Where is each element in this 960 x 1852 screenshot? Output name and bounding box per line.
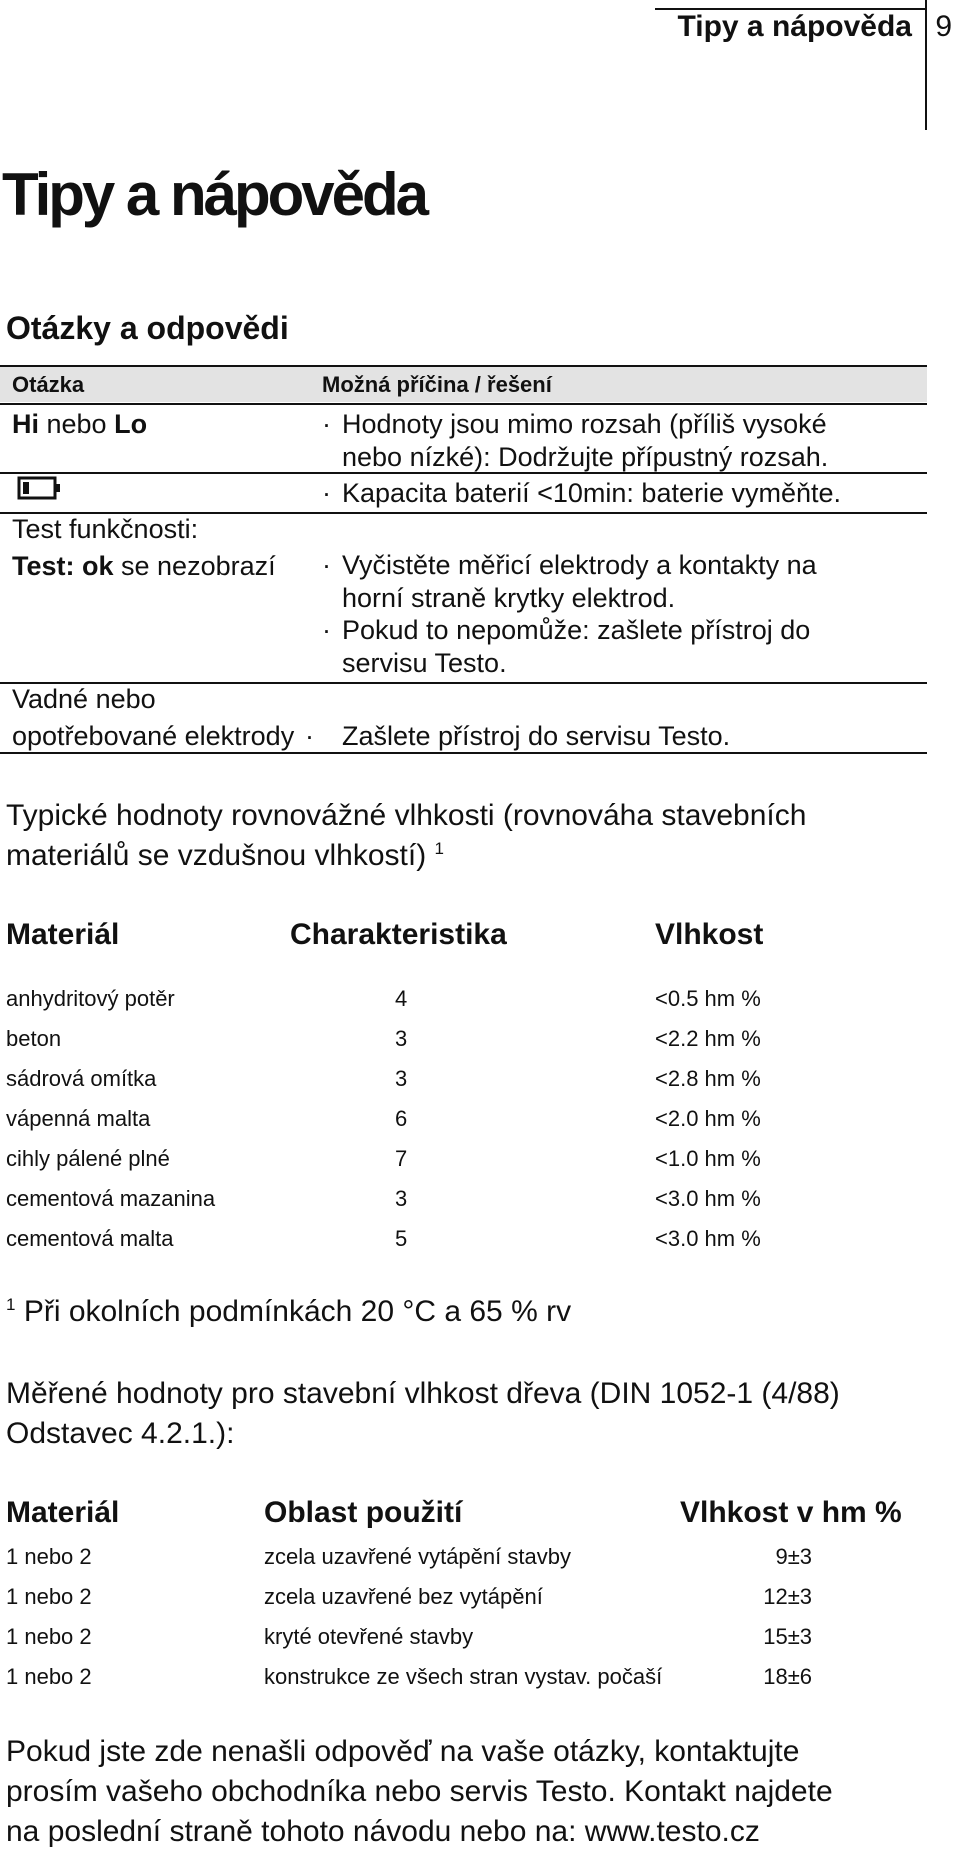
eq-cell-material: vápenná malta <box>6 1106 151 1131</box>
eq-cell-moisture: <2.2 hm % <box>655 1026 761 1051</box>
eq-cell-characteristic: 3 <box>395 1186 408 1211</box>
eq-cell-material: beton <box>6 1026 62 1051</box>
eq-cell-moisture: <3.0 hm % <box>655 1186 761 1211</box>
qa-row1-answer-line2: nebo nízké): Dodržujte přípustný rozsah. <box>342 442 829 472</box>
bullet: · <box>322 478 331 508</box>
page-title: Tipy a nápověda <box>2 161 427 228</box>
qa-row3-answer1 <box>342 549 817 615</box>
wood-col-usage: Oblast použití <box>264 1496 463 1529</box>
eq-cell-material: cihly pálené plné <box>6 1146 170 1171</box>
eq-cell-characteristic: 5 <box>395 1226 408 1251</box>
eq-cell-material: cementová malta <box>6 1226 174 1251</box>
wood-cell-material: 1 nebo 2 <box>6 1624 92 1649</box>
equilibrium-intro-line2-text: materiálů se vzdušnou vlhkostí) <box>6 839 427 872</box>
qa-row2-answer: Kapacita baterií <10min: baterie vyměňte. <box>342 478 842 508</box>
bullet: · <box>305 721 314 751</box>
eq-cell-moisture: <3.0 hm % <box>655 1226 761 1251</box>
footnote <box>6 1292 571 1332</box>
eq-cell-characteristic: 6 <box>395 1106 408 1131</box>
test-ok-label: Test: ok <box>12 551 114 581</box>
wood-cell-moisture: 12±3 <box>763 1584 812 1609</box>
closing-line3: na poslední straně tohoto návodu nebo na: www.testo.cz <box>6 1815 760 1848</box>
wood-intro <box>6 1374 840 1454</box>
qa-row4-question-line2: opotřebované elektrody <box>12 721 295 751</box>
eq-cell-characteristic: 7 <box>395 1146 408 1171</box>
qa-row3-question-rest: se nezobrazí <box>113 551 276 581</box>
eq-cell-characteristic: 4 <box>395 986 408 1011</box>
qa-top-rule <box>0 365 927 367</box>
eq-cell-characteristic: 3 <box>395 1066 408 1091</box>
qa-row1-question <box>12 408 147 441</box>
qa-row3-question-line2 <box>12 550 276 583</box>
eq-col-moisture: Vlhkost <box>655 918 764 951</box>
eq-cell-moisture: <2.0 hm % <box>655 1106 761 1131</box>
qa-row3-answer2-line1: Pokud to nepomůže: zašlete přístroj do <box>342 615 811 645</box>
qa-row3-answer2 <box>342 614 810 680</box>
eq-cell-characteristic: 3 <box>395 1026 408 1051</box>
header-side-rule <box>925 0 927 130</box>
qa-row4-question <box>12 683 294 753</box>
footnote-ref: 1 <box>434 839 445 858</box>
qa-col-answer: Možná příčina / řešení <box>322 372 552 397</box>
wood-cell-material: 1 nebo 2 <box>6 1544 92 1569</box>
wood-cell-material: 1 nebo 2 <box>6 1584 92 1609</box>
qa-row3-answer2-line2: servisu Testo. <box>342 648 507 678</box>
eq-cell-material: sádrová omítka <box>6 1066 157 1091</box>
wood-cell-material: 1 nebo 2 <box>6 1664 92 1689</box>
hi-label: Hi <box>12 409 39 439</box>
wood-cell-moisture: 15±3 <box>763 1624 812 1649</box>
qa-row4-question-line1: Vadné nebo <box>12 684 156 714</box>
qa-row3-answer1-line2: horní straně krytky elektrod. <box>342 583 676 613</box>
qa-row4-answer: Zašlete přístroj do servisu Testo. <box>342 721 731 751</box>
wood-intro-line1: Měřené hodnoty pro stavební vlhkost dřeva (DIN 1052-1 (4/88) <box>6 1377 840 1410</box>
page-number: 9 <box>935 10 952 43</box>
equilibrium-intro-line1: Typické hodnoty rovnovážné vlhkosti (rovnováha stavebních <box>6 799 807 832</box>
qa-header-rule <box>0 403 927 405</box>
qa-row3-question <box>12 513 276 583</box>
lo-label: Lo <box>114 409 148 439</box>
closing-paragraph <box>6 1732 833 1852</box>
or-label: nebo <box>39 409 115 439</box>
qa-heading: Otázky a odpovědi <box>6 310 289 346</box>
qa-col-question: Otázka <box>12 372 85 397</box>
wood-cell-moisture: 9±3 <box>775 1544 812 1569</box>
running-header-title: Tipy a nápověda <box>677 10 912 43</box>
qa-row1-answer-line1: Hodnoty jsou mimo rozsah (příliš vysoké <box>342 409 827 439</box>
battery-low-icon <box>16 476 62 500</box>
eq-cell-material: anhydritový potěr <box>6 986 175 1011</box>
wood-cell-usage: zcela uzavřené vytápění stavby <box>264 1544 571 1569</box>
eq-cell-moisture: <0.5 hm % <box>655 986 761 1011</box>
eq-col-material: Materiál <box>6 918 120 951</box>
qa-row1-rule <box>0 472 927 474</box>
closing-line2: prosím vašeho obchodníka nebo servis Testo. Kontakt najdete <box>6 1775 833 1808</box>
bullet: · <box>322 615 331 645</box>
qa-row3-answer1-line1: Vyčistěte měřicí elektrody a kontakty na <box>342 550 817 580</box>
footnote-mark: 1 <box>6 1295 16 1314</box>
bullet: · <box>322 409 331 439</box>
wood-cell-moisture: 18±6 <box>763 1664 812 1689</box>
bullet: · <box>322 550 331 580</box>
wood-cell-usage: konstrukce ze všech stran vystav. počaší <box>264 1664 663 1689</box>
qa-row1-answer <box>342 408 828 474</box>
equilibrium-intro <box>6 796 806 876</box>
equilibrium-intro-line2 <box>6 836 806 876</box>
eq-cell-moisture: <1.0 hm % <box>655 1146 761 1171</box>
wood-cell-usage: kryté otevřené stavby <box>264 1624 474 1649</box>
eq-cell-material: cementová mazanina <box>6 1186 216 1211</box>
footnote-text: Při okolních podmínkách 20 °C a 65 % rv <box>23 1295 572 1328</box>
closing-line1: Pokud jste zde nenašli odpověď na vaše otázky, kontaktujte <box>6 1735 800 1768</box>
wood-cell-usage: zcela uzavřené bez vytápění <box>264 1584 543 1609</box>
eq-col-characteristic: Charakteristika <box>290 918 507 951</box>
eq-cell-moisture: <2.8 hm % <box>655 1066 761 1091</box>
wood-intro-line2: Odstavec 4.2.1.): <box>6 1417 235 1450</box>
qa-row3-question-line1: Test funkčnosti: <box>12 514 199 544</box>
qa-bottom-rule <box>0 752 927 754</box>
wood-col-material: Materiál <box>6 1496 120 1529</box>
wood-col-moisture: Vlhkost v hm % <box>680 1496 902 1529</box>
